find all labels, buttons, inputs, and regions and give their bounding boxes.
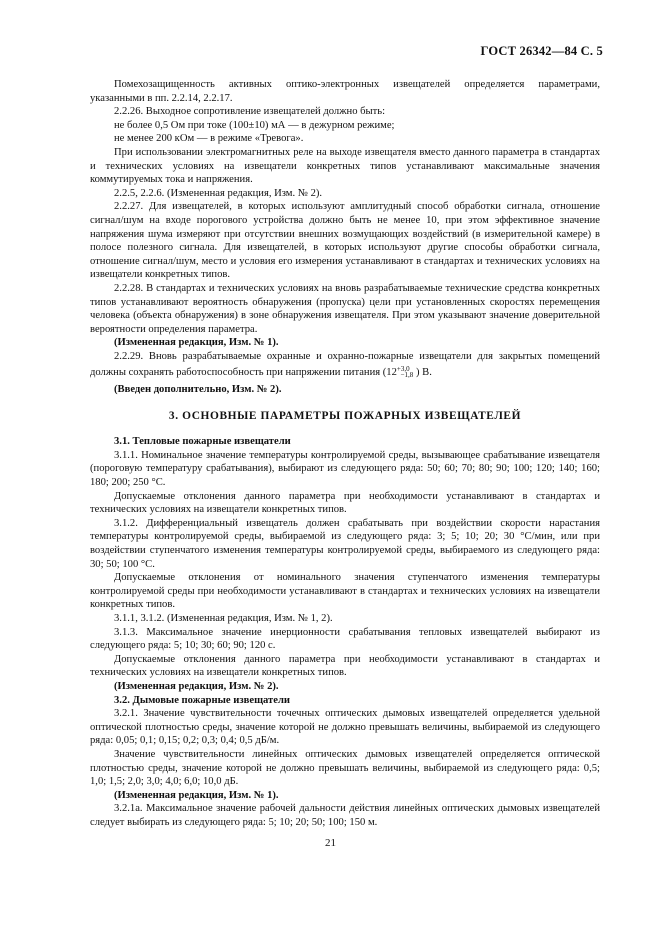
subsection-heading: 3.2. Дымовые пожарные извещатели bbox=[114, 694, 290, 706]
paragraph: не менее 200 кОм — в режиме «Тревога». bbox=[114, 133, 304, 145]
clause-3-1-3: 3.1.3. Максимальное значение инерционности срабатывания тепловых извещателей выбирают из следующего ряда: 5; 10; 30; 60; 90; 120 с. bbox=[90, 626, 600, 652]
paragraph: Допускаемые отклонения от номинального значения ступенчатого изменения температуры контролируемой среды при необходимости устанавливают в стандартах и технических условиях на извещатели конкретных типов. bbox=[90, 572, 600, 611]
tolerance-lower: −1,8 bbox=[400, 371, 414, 380]
section-heading: 3. ОСНОВНЫЕ ПАРАМЕТРЫ ПОЖАРНЫХ ИЗВЕЩАТЕЛЕЙ bbox=[168, 409, 522, 422]
clause-3-1-1: 3.1.1. Номинальное значение температуры контролируемой среды, вызывающее срабатывание извещателя (пороговую температуру срабатывания), выбирают из следующего ряда: 50; 60; 70; 80; 90; 100; 120; 140; 160; 180; 200; 250 °С. bbox=[90, 449, 600, 489]
clause-2-2-28: 2.2.28. В стандартах и технических условиях на вновь разрабатываемые технические средства конкретных типов устанавливают вероятность обнаружения (пропуска) цели при установленных скоростях перемещения человека (объекта обнаружения) в зоне обнаружения извещателя. При этом указывают значение доверительной вероятности определения параметра. bbox=[90, 282, 600, 335]
clause-2-2-27: 2.2.27. Для извещателей, в которых используют амплитудный способ обработки сигнала, отношение сигнал/шум на входе порогового устройства должно быть не менее 10, при этом эффективное значение напряжения шума измеряют при отсутствии внешних возмущающих воздействий (в измерительной камере) в полосе полезного сигнала. Для извещателей, в которых используют другие способы обработки сигнала, отношение сигнал/шум, место и условия его измерения устанавливают в стандартах и технических условиях на извещатели конкретных типов. bbox=[90, 201, 600, 281]
amendment-note: 2.2.5, 2.2.6. (Измененная редакция, Изм. № 2). bbox=[114, 187, 323, 199]
paragraph: Допускаемые отклонения данного параметра при необходимости устанавливают в стандартах и технических условиях на извещатели конкретных типов. bbox=[90, 653, 600, 679]
amendment-note: (Измененная редакция, Изм. № 1). bbox=[114, 337, 279, 349]
amendment-note: (Введен дополнительно, Изм. № 2). bbox=[114, 384, 282, 396]
amendment-note: 3.1.1, 3.1.2. (Измененная редакция, Изм. № 1, 2). bbox=[114, 612, 333, 624]
document-body bbox=[90, 78, 600, 829]
clause-2-2-26: 2.2.26. Выходное сопротивление извещателей должно быть: bbox=[114, 106, 386, 118]
page-number: 21 bbox=[325, 837, 336, 849]
subsection-heading: 3.1. Тепловые пожарные извещатели bbox=[114, 436, 291, 448]
paragraph: Помехозащищенность активных оптико-электронных извещателей определяется параметрами, указанными в пп. 2.2.14, 2.2.17. bbox=[90, 79, 600, 104]
page-header: ГОСТ 26342—84 С. 5 bbox=[480, 44, 603, 58]
clause-2-2-29 bbox=[90, 350, 600, 383]
paragraph: не более 0,5 Ом при токе (100±10) мА — в дежурном режиме; bbox=[114, 119, 395, 131]
clause-3-1-2: 3.1.2. Дифференциальный извещатель должен срабатывать при воздействии скорости нарастания температуры контролируемой среды, выбираемой из следующего ряда: 3; 5; 10; 20; 30 °С/мин, или при воздействии ступенчатого изменения температуры контролируемой среды, выбираемого из следующего ряда: 30; 50; 100 °С. bbox=[90, 517, 600, 570]
clause-text: 2.2.29. Вновь разрабатываемые охранные и охранно-пожарные извещатели для закрытых помещений должны сохранять работоспособность при напряжении питания (12 bbox=[90, 350, 600, 379]
tolerance-upper: +3,0 bbox=[396, 365, 410, 374]
clause-text-end: ) В. bbox=[415, 367, 432, 379]
paragraph: При использовании электромагнитных реле на выходе извещателя вместо данного параметра в стандартах и технических условиях на извещатели конкретных типов устанавливают максимальные значения коммутируемых тока и напряжения. bbox=[90, 146, 600, 186]
paragraph: Значение чувствительности линейных оптических дымовых извещателей определяется оптической плотностью среды, значение которой не должно превышать величины, выбираемой из следующего ряда: 0,5; 1,0; 1,5; 2,0; 3,0; 4,0; 6,0; 10,0 дБ. bbox=[90, 748, 600, 788]
amendment-note: (Измененная редакция, Изм. № 2). bbox=[114, 680, 279, 692]
paragraph: Допускаемые отклонения данного параметра при необходимости устанавливают в стандартах и технических условиях на извещатели конкретных типов. bbox=[90, 490, 600, 516]
amendment-note: (Измененная редакция, Изм. № 1). bbox=[114, 789, 279, 801]
clause-3-2-1: 3.2.1. Значение чувствительности точечных оптических дымовых извещателей определяется удельной оптической плотностью среды, значение которой не должно превышать величины, выбираемой из следующего ряда: 0,05; 0,1; 0,15; 0,2; 0,3; 0,4; 0,5 дБ/м. bbox=[90, 708, 600, 747]
clause-3-2-1a: 3.2.1а. Максимальное значение рабочей дальности действия линейных оптических дымовых извещателей следует выбирать из следующего ряда: 5; 10; 20; 50; 100; 150 м. bbox=[90, 803, 600, 828]
